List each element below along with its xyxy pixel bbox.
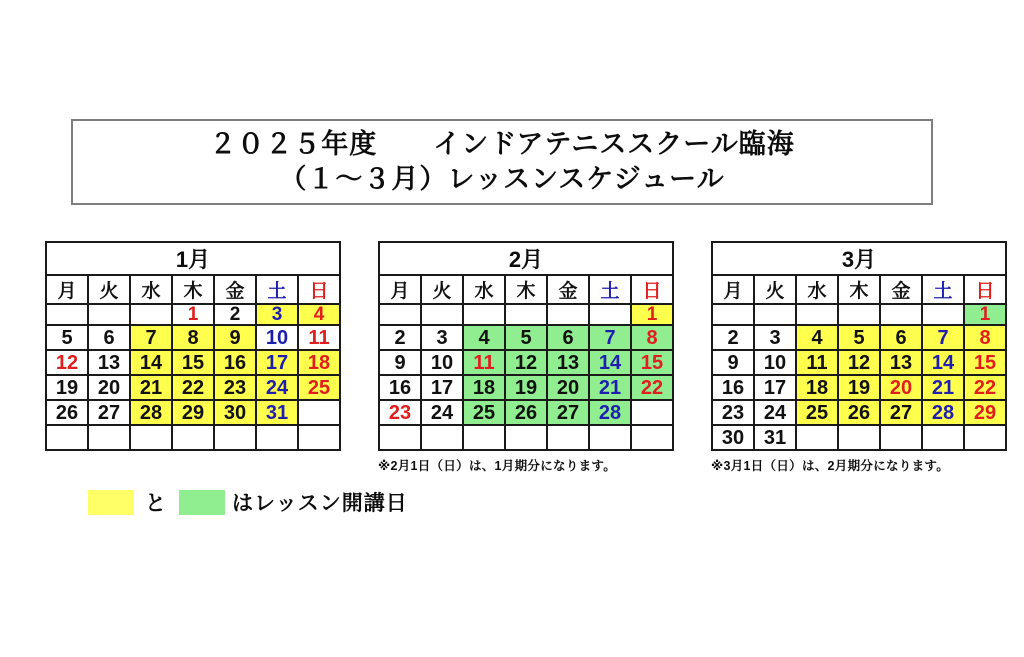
calendar-week-row <box>712 350 1006 375</box>
empty-day-cell <box>421 425 463 450</box>
day-cell: 1 <box>631 304 673 325</box>
day-cell: 26 <box>46 400 88 425</box>
empty-day-cell <box>922 304 964 325</box>
month-title: 1月 <box>46 242 340 275</box>
empty-day-cell <box>964 425 1006 450</box>
calendar-week-row <box>46 325 340 350</box>
day-cell: 3 <box>754 325 796 350</box>
empty-day-cell <box>130 304 172 325</box>
calendar-week-row <box>712 400 1006 425</box>
day-cell: 27 <box>88 400 130 425</box>
empty-day-cell <box>754 304 796 325</box>
calendar-note: ※3月1日（日）は、2月期分になります。 <box>711 459 950 473</box>
day-cell: 24 <box>256 375 298 400</box>
yellow-legend-swatch <box>88 490 134 515</box>
empty-day-cell <box>547 304 589 325</box>
weekday-header: 日 <box>631 275 673 304</box>
day-cell: 21 <box>589 375 631 400</box>
day-cell: 16 <box>214 350 256 375</box>
empty-day-cell <box>463 425 505 450</box>
day-cell: 31 <box>256 400 298 425</box>
weekday-header: 金 <box>880 275 922 304</box>
empty-day-cell <box>256 425 298 450</box>
weekday-header: 水 <box>130 275 172 304</box>
weekday-header: 金 <box>547 275 589 304</box>
day-cell: 30 <box>712 425 754 450</box>
empty-day-cell <box>46 425 88 450</box>
day-cell: 6 <box>880 325 922 350</box>
empty-day-cell <box>880 304 922 325</box>
day-cell: 4 <box>463 325 505 350</box>
day-cell: 11 <box>796 350 838 375</box>
calendar-table-march <box>711 241 1007 451</box>
calendar-table-january <box>45 241 341 451</box>
day-cell: 16 <box>712 375 754 400</box>
day-cell: 24 <box>421 400 463 425</box>
day-cell: 5 <box>46 325 88 350</box>
day-cell: 14 <box>130 350 172 375</box>
month-title-row <box>379 242 673 275</box>
empty-day-cell <box>172 425 214 450</box>
day-cell: 19 <box>505 375 547 400</box>
empty-day-cell <box>712 304 754 325</box>
weekday-header: 火 <box>421 275 463 304</box>
calendar-week-row <box>712 425 1006 450</box>
calendar-february <box>378 241 674 474</box>
day-cell: 12 <box>838 350 880 375</box>
day-cell: 30 <box>214 400 256 425</box>
day-cell: 29 <box>964 400 1006 425</box>
day-cell: 26 <box>838 400 880 425</box>
day-cell: 16 <box>379 375 421 400</box>
weekday-row <box>712 275 1006 304</box>
empty-day-cell <box>631 400 673 425</box>
calendar-table-february <box>378 241 674 451</box>
empty-day-cell <box>46 304 88 325</box>
day-cell: 14 <box>922 350 964 375</box>
day-cell: 12 <box>505 350 547 375</box>
day-cell: 25 <box>298 375 340 400</box>
day-cell: 22 <box>631 375 673 400</box>
day-cell: 25 <box>463 400 505 425</box>
day-cell: 4 <box>796 325 838 350</box>
day-cell: 17 <box>256 350 298 375</box>
empty-day-cell <box>505 304 547 325</box>
calendar-march <box>711 241 1007 474</box>
calendar-week-row <box>379 375 673 400</box>
empty-day-cell <box>379 425 421 450</box>
empty-day-cell <box>421 304 463 325</box>
day-cell: 7 <box>589 325 631 350</box>
weekday-header: 水 <box>463 275 505 304</box>
day-cell: 13 <box>547 350 589 375</box>
weekday-header: 木 <box>838 275 880 304</box>
empty-day-cell <box>589 425 631 450</box>
calendar-week-row <box>46 304 340 325</box>
empty-day-cell <box>796 425 838 450</box>
day-cell: 20 <box>88 375 130 400</box>
calendar-week-row <box>46 425 340 450</box>
empty-day-cell <box>880 425 922 450</box>
weekday-header: 月 <box>46 275 88 304</box>
day-cell: 19 <box>46 375 88 400</box>
calendar-week-row <box>46 400 340 425</box>
weekday-row <box>379 275 673 304</box>
day-cell: 15 <box>631 350 673 375</box>
calendars-container <box>45 241 1007 474</box>
day-cell: 1 <box>964 304 1006 325</box>
day-cell: 29 <box>172 400 214 425</box>
empty-day-cell <box>505 425 547 450</box>
day-cell: 10 <box>754 350 796 375</box>
empty-day-cell <box>130 425 172 450</box>
month-title: 2月 <box>379 242 673 275</box>
empty-day-cell <box>922 425 964 450</box>
day-cell: 27 <box>880 400 922 425</box>
empty-day-cell <box>838 304 880 325</box>
calendar-week-row <box>712 375 1006 400</box>
weekday-header: 火 <box>754 275 796 304</box>
empty-day-cell <box>796 304 838 325</box>
empty-day-cell <box>463 304 505 325</box>
weekday-header: 月 <box>379 275 421 304</box>
day-cell: 18 <box>463 375 505 400</box>
page-title-line1: ２０２５年度 インドアテニススクール臨海 <box>209 129 795 159</box>
weekday-header: 土 <box>256 275 298 304</box>
calendar-note: ※2月1日（日）は、1月期分になります。 <box>378 459 617 473</box>
day-cell: 28 <box>589 400 631 425</box>
title-box <box>71 119 933 205</box>
day-cell: 21 <box>130 375 172 400</box>
empty-day-cell <box>379 304 421 325</box>
day-cell: 9 <box>379 350 421 375</box>
day-cell: 23 <box>712 400 754 425</box>
day-cell: 20 <box>880 375 922 400</box>
day-cell: 6 <box>547 325 589 350</box>
weekday-header: 木 <box>172 275 214 304</box>
day-cell: 18 <box>298 350 340 375</box>
day-cell: 26 <box>505 400 547 425</box>
day-cell: 8 <box>631 325 673 350</box>
day-cell: 10 <box>421 350 463 375</box>
weekday-header: 日 <box>298 275 340 304</box>
calendar-note <box>45 456 341 473</box>
day-cell: 15 <box>172 350 214 375</box>
month-title-row <box>712 242 1006 275</box>
weekday-header: 火 <box>88 275 130 304</box>
weekday-header: 水 <box>796 275 838 304</box>
day-cell: 14 <box>589 350 631 375</box>
day-cell: 8 <box>964 325 1006 350</box>
weekday-header: 木 <box>505 275 547 304</box>
empty-day-cell <box>214 425 256 450</box>
calendar-week-row <box>46 375 340 400</box>
day-cell: 3 <box>256 304 298 325</box>
day-cell: 9 <box>214 325 256 350</box>
calendar-week-row <box>379 350 673 375</box>
legend <box>88 487 408 517</box>
green-legend-swatch <box>179 490 225 515</box>
empty-day-cell <box>631 425 673 450</box>
day-cell: 3 <box>421 325 463 350</box>
day-cell: 23 <box>214 375 256 400</box>
empty-day-cell <box>88 304 130 325</box>
day-cell: 13 <box>88 350 130 375</box>
empty-day-cell <box>298 425 340 450</box>
legend-suffix-text: はレッスン開講日 <box>232 492 408 515</box>
empty-day-cell <box>547 425 589 450</box>
month-title: 3月 <box>712 242 1006 275</box>
day-cell: 10 <box>256 325 298 350</box>
day-cell: 5 <box>838 325 880 350</box>
day-cell: 28 <box>922 400 964 425</box>
day-cell: 23 <box>379 400 421 425</box>
day-cell: 22 <box>964 375 1006 400</box>
day-cell: 18 <box>796 375 838 400</box>
day-cell: 2 <box>379 325 421 350</box>
day-cell: 20 <box>547 375 589 400</box>
calendar-week-row <box>712 304 1006 325</box>
day-cell: 6 <box>88 325 130 350</box>
legend-and-text: と <box>145 492 166 515</box>
calendar-week-row <box>379 400 673 425</box>
empty-day-cell <box>838 425 880 450</box>
day-cell: 1 <box>172 304 214 325</box>
weekday-header: 月 <box>712 275 754 304</box>
calendar-week-row <box>46 350 340 375</box>
calendar-january <box>45 241 341 473</box>
day-cell: 21 <box>922 375 964 400</box>
day-cell: 7 <box>922 325 964 350</box>
day-cell: 11 <box>298 325 340 350</box>
day-cell: 22 <box>172 375 214 400</box>
empty-day-cell <box>298 400 340 425</box>
calendar-week-row <box>712 325 1006 350</box>
day-cell: 17 <box>421 375 463 400</box>
day-cell: 5 <box>505 325 547 350</box>
weekday-header: 金 <box>214 275 256 304</box>
empty-day-cell <box>589 304 631 325</box>
day-cell: 28 <box>130 400 172 425</box>
day-cell: 12 <box>46 350 88 375</box>
day-cell: 7 <box>130 325 172 350</box>
calendar-week-row <box>379 425 673 450</box>
day-cell: 4 <box>298 304 340 325</box>
day-cell: 15 <box>964 350 1006 375</box>
calendar-week-row <box>379 304 673 325</box>
weekday-row <box>46 275 340 304</box>
day-cell: 19 <box>838 375 880 400</box>
page-title-line2: （１～３月）レッスンスケジュール <box>279 164 725 194</box>
day-cell: 25 <box>796 400 838 425</box>
weekday-header: 日 <box>964 275 1006 304</box>
day-cell: 11 <box>463 350 505 375</box>
day-cell: 27 <box>547 400 589 425</box>
day-cell: 2 <box>214 304 256 325</box>
day-cell: 8 <box>172 325 214 350</box>
day-cell: 31 <box>754 425 796 450</box>
weekday-header: 土 <box>922 275 964 304</box>
day-cell: 9 <box>712 350 754 375</box>
empty-day-cell <box>88 425 130 450</box>
day-cell: 17 <box>754 375 796 400</box>
month-title-row <box>46 242 340 275</box>
day-cell: 24 <box>754 400 796 425</box>
day-cell: 13 <box>880 350 922 375</box>
calendar-week-row <box>379 325 673 350</box>
day-cell: 2 <box>712 325 754 350</box>
weekday-header: 土 <box>589 275 631 304</box>
